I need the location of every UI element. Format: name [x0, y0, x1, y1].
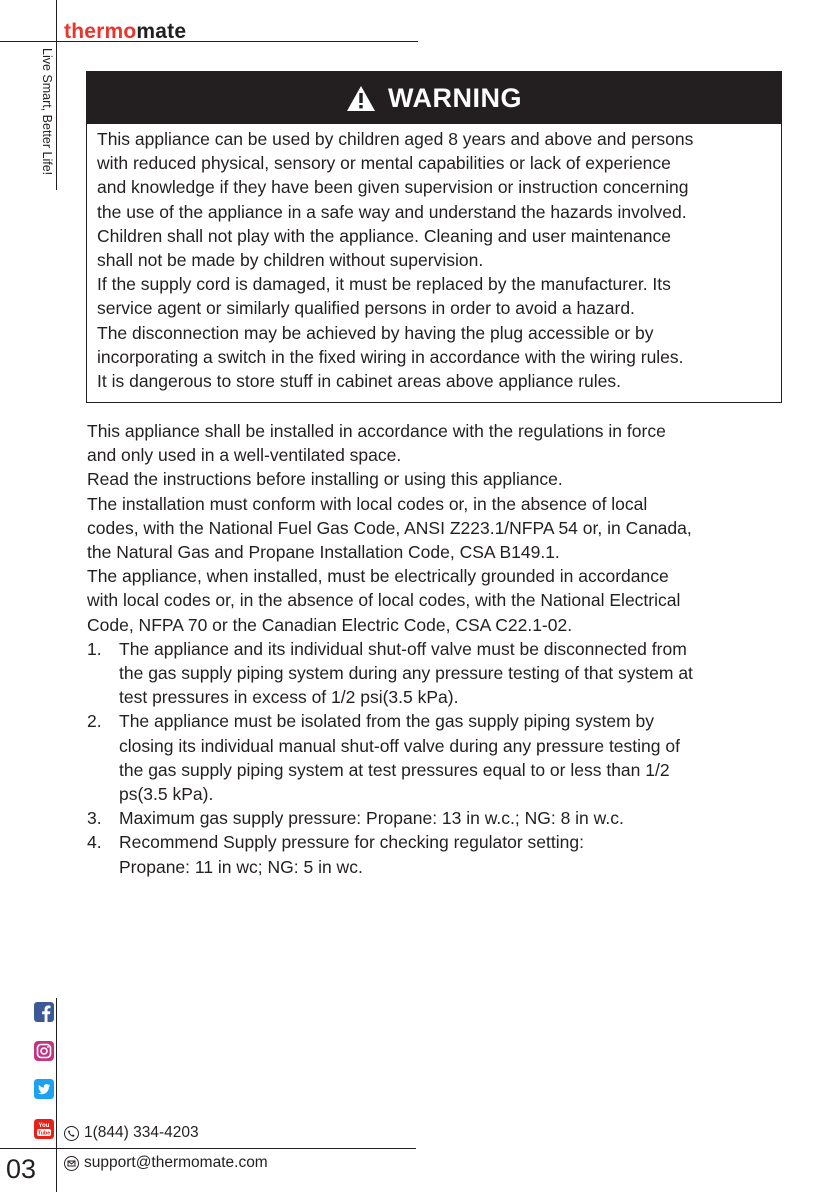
body-line: This appliance shall be installed in accordance with the regulations in force [87, 421, 666, 441]
warning-header [87, 72, 781, 124]
installation-text [87, 419, 787, 879]
svg-text:Tube: Tube [37, 1130, 51, 1137]
body-line: Code, NFPA 70 or the Canadian Electric Code, CSA C22.1-02. [87, 614, 573, 635]
warning-box [86, 71, 782, 403]
list-number: 3. [87, 808, 102, 829]
list-item [87, 830, 787, 878]
page-number: 03 [6, 1154, 37, 1184]
left-rule-bottom [56, 998, 57, 1192]
warning-line: incorporating a switch in the fixed wiring in accordance with the wiring rules. [97, 346, 684, 367]
email-contact [64, 1154, 268, 1172]
list-line: the gas supply piping system during any pressure testing of that system at [119, 663, 693, 684]
list-line: test pressures in excess of 1/2 psi(3.5 kPa). [119, 687, 459, 708]
footer-rule [0, 1148, 416, 1149]
body-line: Read the instructions before installing or using this appliance. [87, 469, 563, 490]
youtube-icon[interactable] [34, 1119, 54, 1139]
list-line: The appliance and its individual shut-off valve must be disconnected from [119, 638, 687, 659]
list-number: 2. [87, 711, 102, 732]
brand-logo [64, 19, 186, 45]
warning-body [87, 124, 781, 393]
warning-line: Children shall not play with the appliance. Cleaning and user maintenance [97, 225, 671, 246]
warning-line: This appliance can be used by children aged 8 years and above and persons [97, 129, 694, 149]
body-line: with local codes or, in the absence of local codes, with the National Electrical [87, 590, 681, 611]
body-line: The installation must conform with local codes or, in the absence of local [87, 493, 648, 514]
warning-line: with reduced physical, sensory or mental capabilities or lack of experience [97, 153, 671, 174]
phone-contact [64, 1124, 199, 1142]
facebook-icon[interactable] [34, 1002, 54, 1022]
list-line: Recommend Supply pressure for checking regulator setting: [119, 832, 584, 853]
svg-text:You: You [38, 1123, 50, 1129]
warning-line: It is dangerous to store stuff in cabinet areas above appliance rules. [97, 371, 622, 392]
warning-line: If the supply cord is damaged, it must be replaced by the manufacturer. Its [97, 274, 671, 295]
warning-line: the use of the appliance in a safe way and understand the hazards involved. [97, 201, 687, 222]
list-number: 4. [87, 832, 102, 853]
list-line: Maximum gas supply pressure: Propane: 13 in w.c.; NG: 8 in w.c. [119, 808, 624, 829]
email-icon [64, 1156, 79, 1171]
phone-icon [64, 1126, 79, 1141]
list-item [87, 709, 787, 806]
list-line: closing its individual manual shut-off valve during any pressure testing of [119, 735, 680, 756]
body-line: codes, with the National Fuel Gas Code, ANSI Z223.1/NFPA 54 or, in Canada, [87, 517, 692, 538]
email-address[interactable]: support@thermomate.com [84, 1154, 268, 1171]
left-rule-top [56, 0, 57, 190]
body-line: and only used in a well-ventilated space. [87, 445, 402, 466]
warning-line: shall not be made by children without supervision. [97, 250, 484, 271]
body-line: the Natural Gas and Propane Installation Code, CSA B149.1. [87, 542, 560, 563]
tagline-vertical [36, 48, 56, 188]
list-line: the gas supply piping system at test pressures equal to or less than 1/2 [119, 759, 670, 780]
list-item [87, 806, 787, 830]
warning-line: and knowledge if they have been given supervision or instruction concerning [97, 177, 689, 198]
phone-number[interactable]: 1(844) 334-4203 [84, 1124, 199, 1141]
body-line: The appliance, when installed, must be electrically grounded in accordance [87, 566, 669, 587]
numbered-list [87, 637, 787, 879]
list-line: ps(3.5 kPa). [119, 784, 214, 805]
warning-line: The disconnection may be achieved by having the plug accessible or by [97, 322, 654, 343]
instagram-icon[interactable] [34, 1041, 54, 1061]
warning-triangle-icon [346, 85, 376, 112]
list-line: Propane: 11 in wc; NG: 5 in wc. [119, 856, 363, 877]
header-rule [0, 41, 418, 42]
tagline-text: Live Smart, Better Life! [40, 48, 54, 176]
twitter-icon[interactable] [34, 1079, 54, 1099]
warning-title: WARNING [388, 82, 522, 113]
logo-red-text: thermo [64, 20, 137, 43]
list-item [87, 637, 787, 710]
logo-black-text: mate [136, 20, 187, 43]
warning-line: service agent or similarly qualified persons in order to avoid a hazard. [97, 298, 635, 319]
list-number: 1. [87, 638, 102, 659]
list-line: The appliance must be isolated from the gas supply piping system by [119, 711, 655, 732]
